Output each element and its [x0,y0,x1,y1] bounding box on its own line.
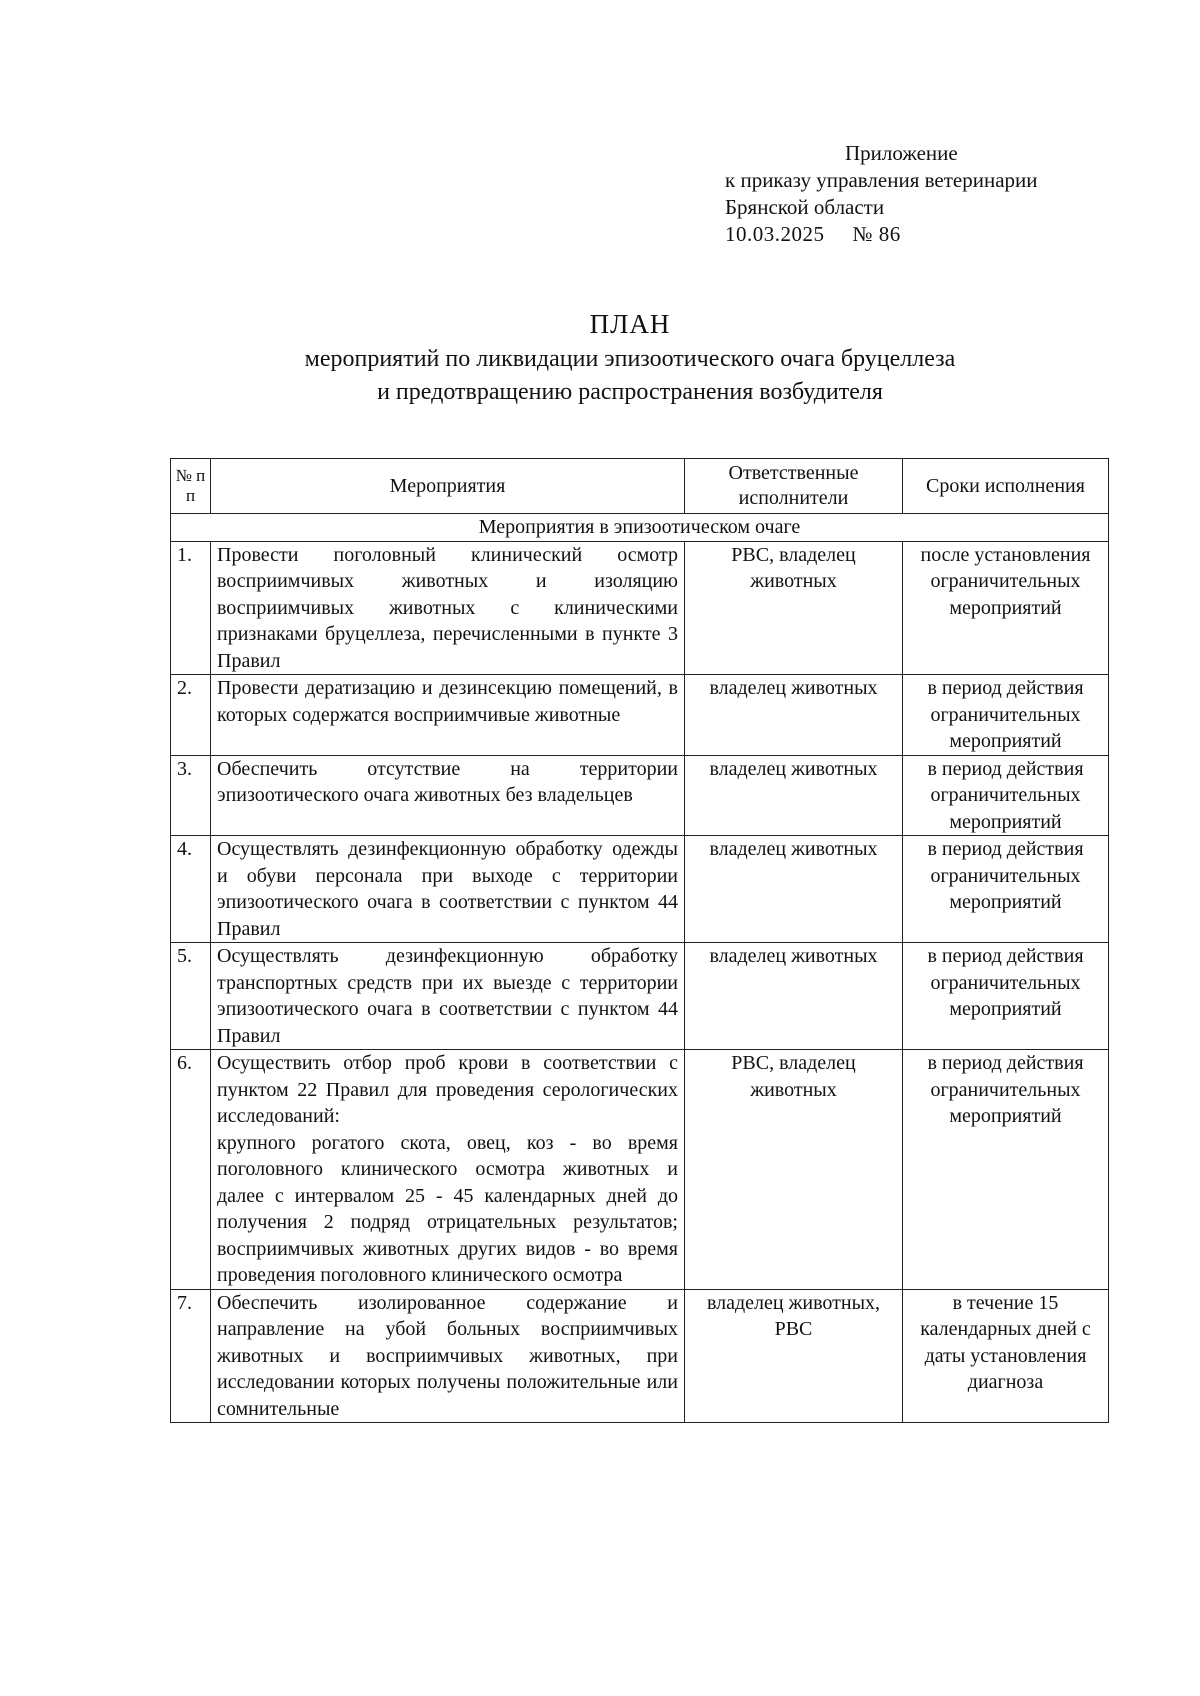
header-activities: Мероприятия [211,459,685,514]
appendix-date-number [725,221,1145,248]
document-title: ПЛАН [589,309,671,339]
document-title-block [180,308,1080,409]
section-row [171,514,1109,542]
table-row [171,1050,1109,1290]
row-activity [211,1050,685,1290]
appendix-title: Приложение [845,141,958,165]
row-activity: Провести поголовный клинический осмотр восприимчивых животных и изоляцию восприимчивых животных с клиническими признаками бруцеллеза, перечисленными в пункте 3 Правил [211,541,685,675]
table-row [171,1289,1109,1423]
table-row [171,675,1109,756]
section-title: Мероприятия в эпизоотическом очаге [171,514,1109,542]
activity-paragraph: Осуществить отбор проб крови в соответствии с пунктом 22 Правил для проведения серологических исследований: [217,1052,678,1127]
header-responsible: Ответственные исполнители [685,459,903,514]
row-activity: Осуществлять дезинфекционную обработку транспортных средств при их выезде с территории эпизоотического очага в соответствии с пунктом 44 Правил [211,943,685,1050]
row-responsible: владелец животных [685,675,903,756]
row-responsible: владелец животных [685,755,903,836]
header-num: № п п [171,459,211,514]
row-number: 6. [171,1050,211,1290]
row-responsible: владелец животных, РВС [685,1289,903,1423]
row-term: в период действия ограничительных мероприятий [903,755,1109,836]
appendix-block [725,140,1145,248]
row-activity: Осуществлять дезинфекционную обработку одежды и обуви персонала при выходе с территории эпизоотического очага в соответствии с пунктом 44 Правил [211,836,685,943]
row-term: в период действия ограничительных мероприятий [903,1050,1109,1290]
row-responsible: владелец животных [685,943,903,1050]
row-term: в течение 15 календарных дней с даты установления диагноза [903,1289,1109,1423]
order-date: 10.03.2025 [725,222,825,246]
row-number: 3. [171,755,211,836]
row-term: в период действия ограничительных мероприятий [903,675,1109,756]
table-row [171,755,1109,836]
table-header-row [171,459,1109,514]
appendix-order-ref: к приказу управления ветеринарии [725,168,1038,192]
table-row [171,943,1109,1050]
document-subtitle-line2: и предотвращению распространения возбудителя [377,379,883,405]
plan-table [170,458,1109,1423]
table-row [171,541,1109,675]
activity-paragraph: крупного рогатого скота, овец, коз - во время поголовного клинического осмотра животных и далее с интервалом 25 - 45 календарных дней до получения 2 подряд отрицательных результатов; [217,1131,678,1233]
row-activity: Обеспечить отсутствие на территории эпизоотического очага животных без владельцев [211,755,685,836]
order-number: № 86 [852,222,901,246]
row-responsible: РВС, владелец животных [685,1050,903,1290]
row-term: в период действия ограничительных мероприятий [903,943,1109,1050]
activity-paragraph: восприимчивых животных других видов - во время проведения поголовного клинического осмотра [217,1237,678,1286]
row-term: после установления ограничительных мероприятий [903,541,1109,675]
row-number: 4. [171,836,211,943]
appendix-region: Брянской области [725,195,885,219]
document-subtitle-line1: мероприятий по ликвидации эпизоотического очага бруцеллеза [304,346,956,372]
row-number: 5. [171,943,211,1050]
row-responsible: владелец животных [685,836,903,943]
row-number: 7. [171,1289,211,1423]
row-number: 1. [171,541,211,675]
row-activity: Провести дератизацию и дезинсекцию помещений, в которых содержатся восприимчивые животные [211,675,685,756]
row-number: 2. [171,675,211,756]
header-terms: Сроки исполнения [903,459,1109,514]
row-term: в период действия ограничительных мероприятий [903,836,1109,943]
row-responsible: РВС, владелец животных [685,541,903,675]
row-activity: Обеспечить изолированное содержание и направление на убой больных восприимчивых животных и восприимчивых животных, при исследовании которых получены положительные или сомнительные [211,1289,685,1423]
table-row [171,836,1109,943]
